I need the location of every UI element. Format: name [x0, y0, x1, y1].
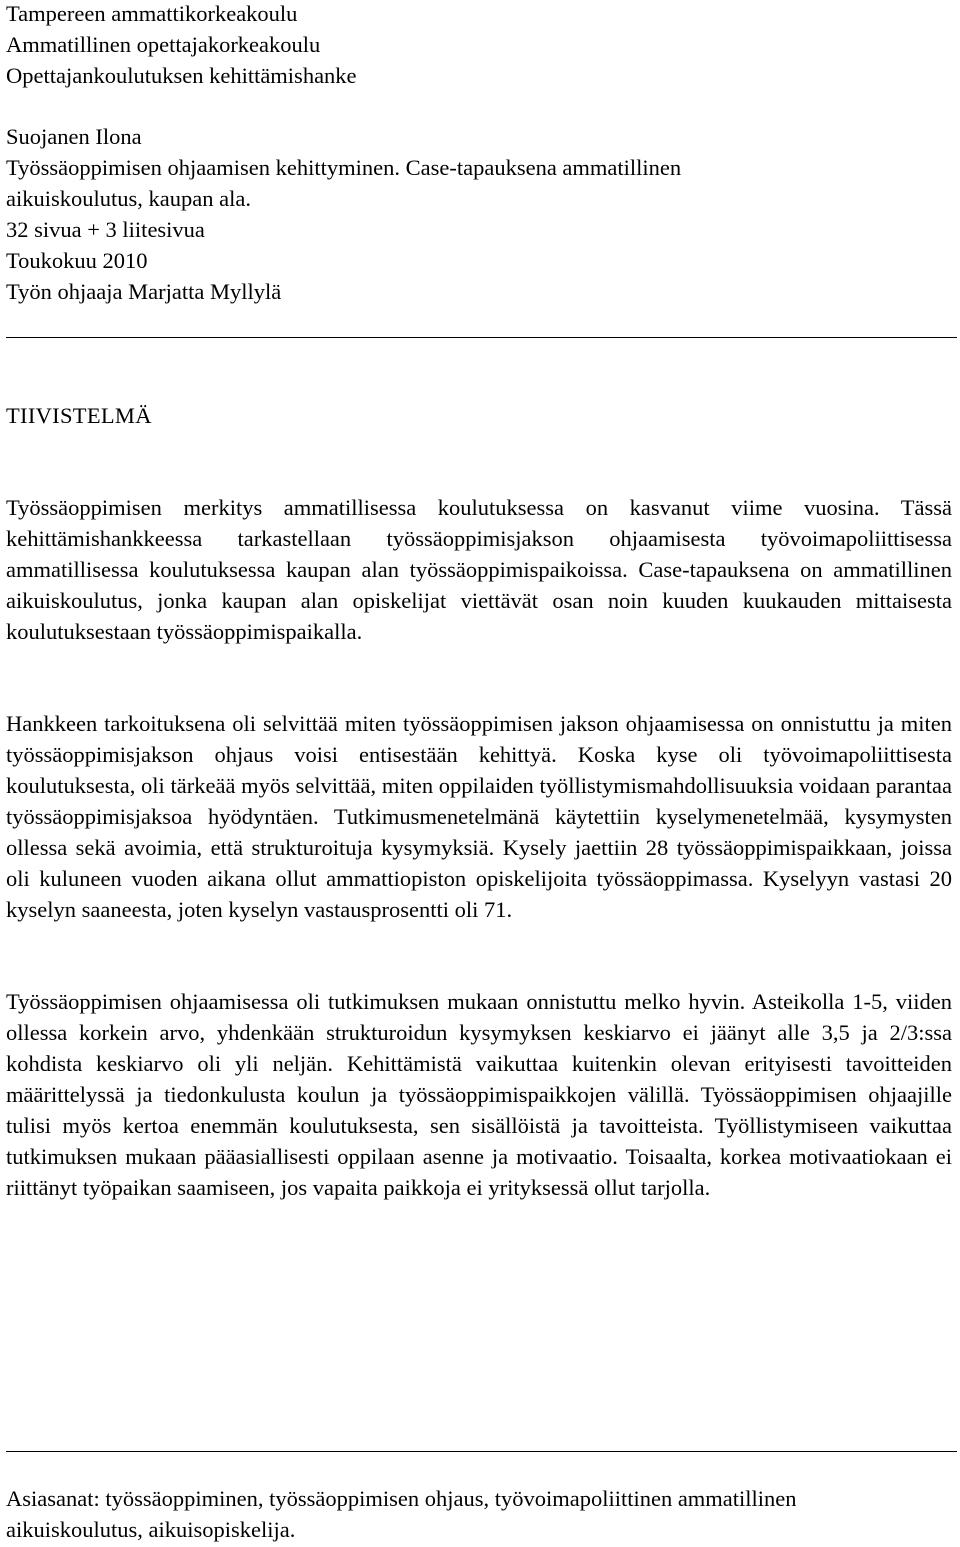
abstract-paragraph-3: Työssäoppimisen ohjaamisessa oli tutkimuksen mukaan onnistuttu melko hyvin. Asteikolla 1-5, viiden ollessa korkein arvo, yhdenkään strukturoidun kysymyksen keskiarvo ei jäänyt alle 3,5 ja 2/3:ssa kohdista keskiarvo oli yli neljän. Kehittämistä vaikuttaa kuitenkin olevan erityisesti tavoitteiden määrittelyssä ja tiedonkulusta koulun ja työssäoppimispaikkojen välillä. Työssäoppimisen ohjaajille tulisi myös kertoa enemmän koulutuksesta, sen sisällöistä ja tavoitteista. Työllistymiseen vaikuttaa tutkimuksen mukaan pääasiallisesti oppilaan asenne ja motivaatio. Toisaalta, korkea motivaatiokaan ei riittänyt työpaikan saamiseen, jos vapaita paikkoja ei yrityksessä ollut tarjolla.: [6, 989, 952, 1200]
thesis-title-line-2: aikuiskoulutus, kaupan ala.: [6, 186, 251, 211]
keywords-line-1: Asiasanat: työssäoppiminen, työssäoppimisen ohjaus, työvoimapoliittinen ammatillinen: [6, 1486, 797, 1511]
page-count: 32 sivua + 3 liitesivua: [6, 217, 205, 242]
abstract-title: TIIVISTELMÄ: [6, 403, 152, 428]
keywords: [6, 1483, 952, 1545]
keywords-line-2: aikuiskoulutus, aikuisopiskelija.: [6, 1517, 296, 1542]
supervisor: Työn ohjaaja Marjatta Myllylä: [6, 279, 282, 304]
project-type: Opettajankoulutuksen kehittämishanke: [6, 63, 357, 88]
publication-date: Toukokuu 2010: [6, 248, 148, 273]
school-name: Ammatillinen opettajakorkeakoulu: [6, 32, 321, 57]
header-spacer: [6, 91, 954, 121]
document-header: [6, 0, 954, 307]
institution-name: Tampereen ammattikorkeakoulu: [6, 1, 298, 26]
abstract-paragraph-2: Hankkeen tarkoituksena oli selvittää miten työssäoppimisen jakson ohjaamisessa on onnistuttu ja miten työssäoppimisjakson ohjaus voisi entisestään kehittyä. Koska kyse oli työvoimapoliittisesta koulutuksesta, oli tärkeää myös selvittää, miten oppilaiden työllistymismahdollisuuksia voidaan parantaa työssäoppimisjaksoa hyödyntäen. Tutkimusmenetelmänä käytettiin kyselymenetelmää, kysymysten ollessa sekä avoimia, että strukturoituja kysymyksiä. Kysely jaettiin 28 työssäoppimispaikkaan, joissa oli kuluneen vuoden aikana ollut ammattiopiston opiskelijoita työssäoppimassa. Kyselyyn vastasi 20 kyselyn saaneesta, joten kyselyn vastausprosentti oli 71.: [6, 711, 952, 922]
abstract-paragraph-1: Työssäoppimisen merkitys ammatillisessa koulutuksessa on kasvanut viime vuosina. Tässä kehittämishankkeessa tarkastellaan työssäoppimisjakson ohjaamisesta työvoimapoliittisessa ammatillisessa koulutuksessa kaupan alan työssäoppimispaikoissa. Case-tapauksena on ammatillinen aikuiskoulutus, jonka kaupan alan opiskelijat viettävät osan noin kuuden kuukauden mittaisesta koulutuksestaan työssäoppimispaikalla.: [6, 495, 952, 644]
bottom-divider: [6, 1451, 957, 1452]
author-name: Suojanen Ilona: [6, 124, 142, 149]
thesis-title-line-1: Työssäoppimisen ohjaamisen kehittyminen. Case-tapauksena ammatillinen: [6, 155, 682, 180]
top-divider: [6, 337, 957, 338]
